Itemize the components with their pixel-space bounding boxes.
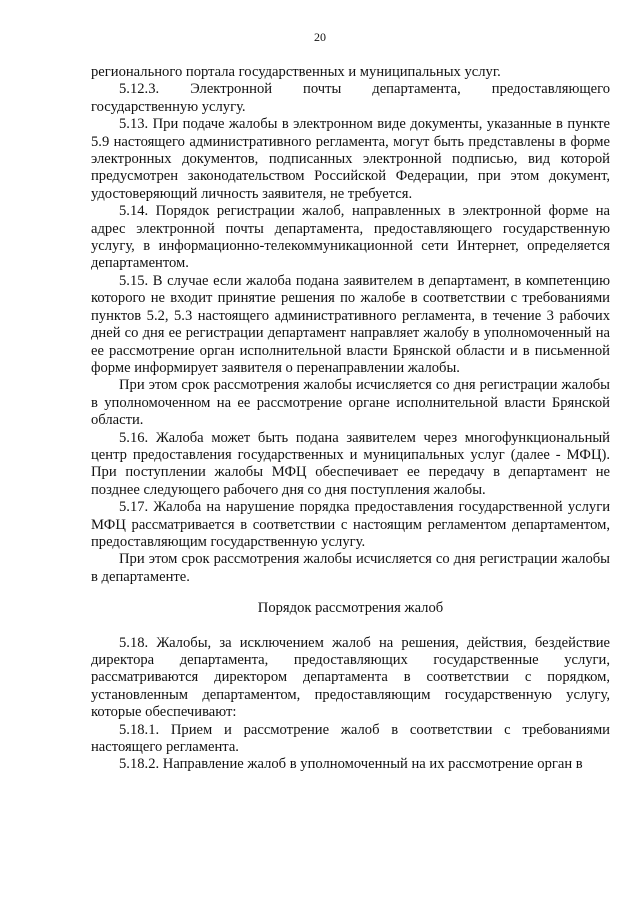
paragraph-5-17-term: При этом срок рассмотрения жалобы исчисляется со дня регистрации жалобы в департаменте. (91, 551, 610, 585)
paragraph-5-15: 5.15. В случае если жалоба подана заявителем в департамент, в компетенцию которого не входит принятие решения по жалобе в соответствии с требованиями пунктов 5.2, 5.3 настоящего административного регламента, в течение 3 рабочих дней со дня ее регистрации департамент направляет жалобу в уполномоченный на ее рассмотрение орган исполнительной власти Брянской области и в письменной форме информирует заявителя о перенаправлении жалобы. (91, 272, 610, 376)
paragraph-5-15-term: При этом срок рассмотрения жалобы исчисляется со дня регистрации жалобы в уполномоченном на ее рассмотрение органе исполнительной власти Брянской области. (91, 377, 610, 429)
paragraph-5-18-1: 5.18.1. Прием и рассмотрение жалоб в соответствии с требованиями настоящего регламента. (91, 721, 610, 756)
paragraph-5-18: 5.18. Жалобы, за исключением жалоб на решения, действия, бездействие директора департамента, предоставляющих государственные услуги, рассматриваются директором департамента в соответствии с порядком, установленным департаментом, предоставляющим государственную услугу, которые обеспечивают: (91, 634, 610, 721)
paragraph-continuation: регионального портала государственных и муниципальных услуг. (91, 64, 501, 80)
paragraph-5-17: 5.17. Жалоба на нарушение порядка предоставления государственной услуги МФЦ рассматривается в соответствии с настоящим регламентом департаментом, предоставляющим государственную услугу. (91, 499, 610, 550)
section-heading: Порядок рассмотрения жалоб (257, 600, 444, 617)
paragraph-5-16: 5.16. Жалоба может быть подана заявителем через многофункциональный центр предоставления государственных и муниципальных услуг (далее - МФЦ). При поступлении жалобы МФЦ обеспечивает ее передачу в департамент не позднее следующего рабочего дня со дня поступления жалобы. (91, 429, 610, 498)
page-number: 20 (314, 30, 326, 44)
paragraph-5-12-3: 5.12.3. Электронной почты департамента, предоставляющего государственную услугу. (91, 81, 610, 115)
document-body (91, 64, 610, 774)
paragraph-5-14: 5.14. Порядок регистрации жалоб, направленных в электронной форме на адрес электронной почты департамента, предоставляющего государственную услугу, в информационно-телекоммуникационной сети Интернет, определяется департаментом. (91, 203, 610, 272)
paragraph-5-18-2: 5.18.2. Направление жалоб в уполномоченный на их рассмотрение орган в (119, 756, 583, 773)
paragraph-5-13: 5.13. При подаче жалобы в электронном виде документы, указанные в пункте 5.9 настоящего административного регламента, могут быть представлены в форме электронных документов, подписанных электронной подписью, вид которой предусмотрен законодательством Российской Федерации, при этом документ, удостоверяющий личность заявителя, не требуется. (91, 116, 610, 202)
